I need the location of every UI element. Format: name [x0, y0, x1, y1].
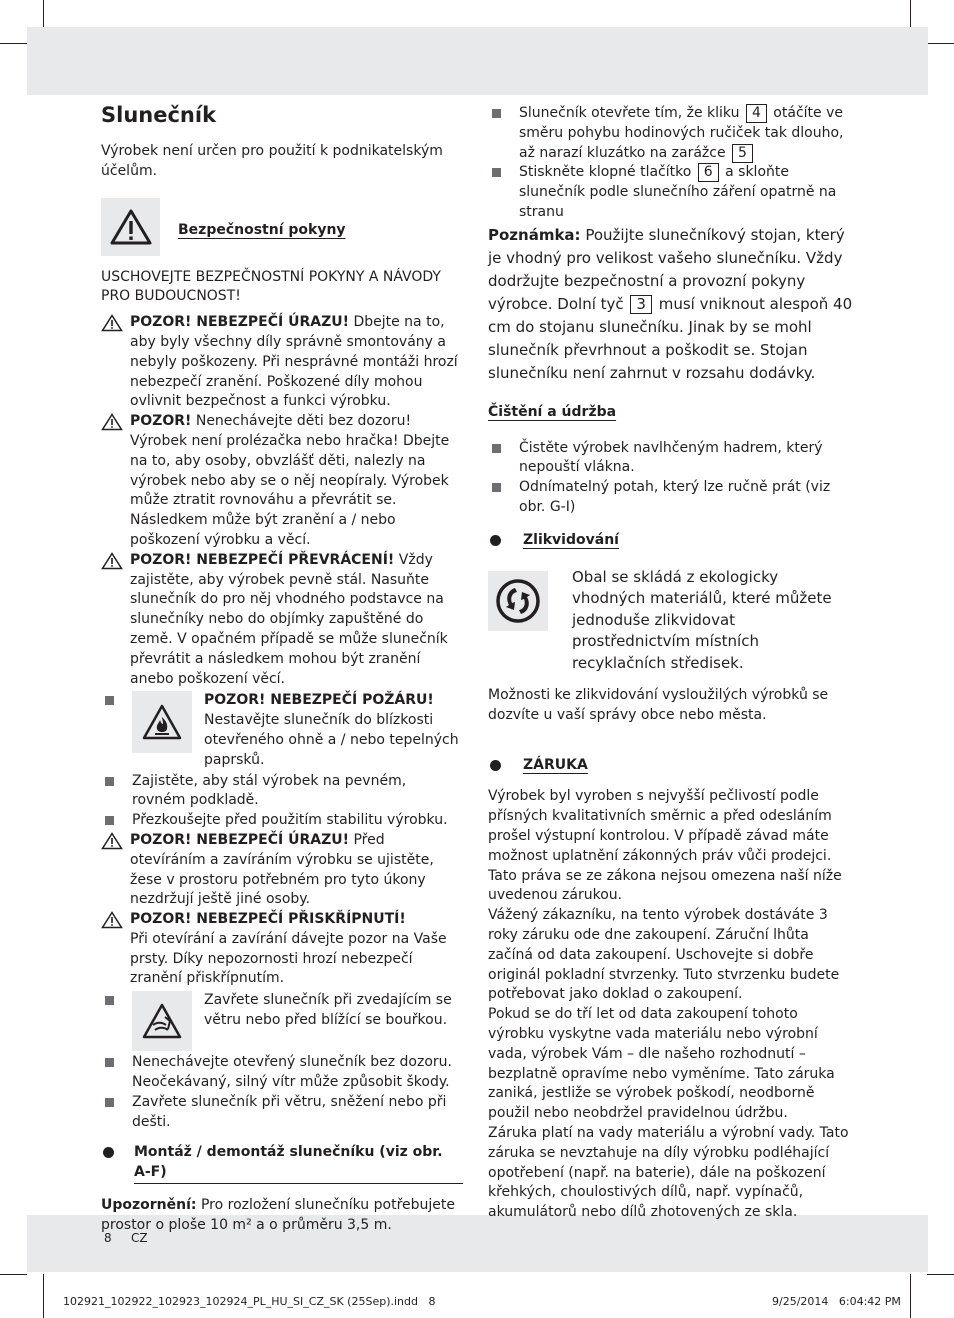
fire-warning-title: POZOR! NEBEZPEČÍ POŽÁRU!: [204, 692, 434, 709]
assembly-section-heading: [101, 1143, 463, 1184]
warning-tipping-title: POZOR! NEBEZPEČÍ PŘEVRÁCENÍ!: [130, 551, 395, 568]
unattended-text: Nenechávejte otevřený slunečník bez dozoru. Neočekávaný, silný vítr může způsobit škody.: [132, 1054, 452, 1091]
safety-header: Bezpečnostní pokyny: [178, 221, 346, 238]
print-date: 9/25/2014 6:04:42 PM: [772, 1295, 901, 1308]
page-number: 8: [104, 1231, 112, 1245]
warning-triangle-icon: [101, 413, 123, 431]
keep-instructions: USCHOVEJTE BEZPEČNOSTNÍ POKYNY A NÁVODY PRO BUDOUCNOST!: [101, 268, 441, 305]
crop-mark: [910, 1274, 911, 1318]
warning-children-title: POZOR!: [130, 413, 192, 430]
disposal-header: Zlikvidování: [523, 531, 619, 548]
warning-pinching: [101, 910, 463, 989]
part-number: 3: [630, 295, 652, 314]
part-number: 5: [732, 144, 753, 163]
part-number: 6: [698, 163, 719, 182]
list-item: [488, 478, 854, 518]
list-item: [488, 104, 854, 163]
warning-injury: [101, 313, 463, 412]
language-code: CZ: [131, 1231, 148, 1245]
tilt-instruction: [519, 163, 854, 222]
note-paragraph: [101, 1196, 463, 1236]
warning-injury-2-text: Před otevíráním a zavíráním výrobku se ujistěte, žese v prostoru potřebném pro tyto úkony nezdržují ještě jiné osoby.: [130, 831, 434, 908]
warning-triangle-icon: [101, 832, 123, 850]
file-info: 102921_102922_102923_102924_PL_HU_SI_CZ_SK (25Sep).indd 8: [63, 1295, 436, 1308]
bullet-dot: [103, 1147, 114, 1158]
part-number: 4: [746, 104, 767, 123]
tilt-text-a: Stiskněte klopné tlačítko: [519, 164, 696, 181]
page-title: Slunečník: [101, 103, 217, 127]
green-dot-recycle-icon: [488, 571, 548, 631]
remark-text-b: musí vniknout alespoň 40 cm do stojanu slunečníku. Jinak by se mohl slunečník převrhnout a poškodit se. Stojan slunečníku není zahrnut v rozsahu dodávky.: [488, 294, 853, 382]
list-item: [101, 1093, 463, 1133]
list-item: [488, 439, 854, 479]
warning-triangle-icon: [101, 552, 123, 570]
bullet-square: [105, 1058, 114, 1067]
disposal-text: Obal se skládá z ekologicky vhodných materiálů, které můžete jednoduše zlikvidovat prostřednictvím místních recyklačních středisek.: [572, 567, 832, 672]
crop-mark: [0, 1274, 27, 1275]
safety-warning-icon: [101, 198, 160, 256]
warning-injury-2-title: POZOR! NEBEZPEČÍ ÚRAZU!: [130, 831, 349, 848]
warning-triangle-icon: [101, 314, 123, 332]
wind-warning: [101, 991, 463, 1051]
bullet-dot: [490, 535, 501, 546]
warranty-paragraph-4: Záruka platí na vady materiálu a výrobní vady. Tato záruka se nevztahuje na díly výrobku podléhající opotřebení (např. na baterie), dále na poškození křehkých, choulostivých dílů, např. vypínačů, akumulátorů nebo dílů zhotovených ze skla.: [488, 1125, 849, 1221]
stable-ground-text: Zajistěte, aby stál výrobek na pevném, rovném podkladě.: [132, 772, 407, 809]
crop-mark: [927, 1274, 954, 1275]
wind-warning-icon: [132, 991, 192, 1051]
wind-warning-text: Zavřete slunečník při zvedajícím se větru nebo před blížící se bouřkou.: [204, 992, 452, 1029]
right-column: [488, 104, 854, 1223]
bullet-square: [105, 816, 114, 825]
warning-children-text: Nenechávejte děti bez dozoru! Výrobek není prolézačka nebo hračka! Dbejte na to, aby osoby, obvzlášť děti, nalezly na výrobek nebo aby se o něj neopíraly. Výrobek může ztratit rovnováhu a převrátit se. Následkem může být zranění a / nebo poškození výrobku a věcí.: [130, 413, 450, 548]
warning-injury-2: [101, 831, 463, 910]
warning-injury-text: Dbejte na to, aby byly všechny díly správně smontovány a nebyly poškozeny. Při nesprávné montáži hrozí nebezpečí zranění. Poškozené díly mohou ovlivnit bezpečnost a funkci výrobku.: [130, 314, 458, 410]
warranty-paragraph-2: Vážený zákazníku, na tento výrobek dostáváte 3 roky záruku ode dne zakoupení. Záruční lhůta začíná od data zakoupení. Uschovejte si dobře originál pokladní stvrzenky. Tuto stvrzenku budete potřebovat jako doklad o zakoupení.: [488, 907, 840, 1003]
bullet-dot: [490, 760, 501, 771]
note-text: Pro rozložení slunečníku potřebujete prostor o ploše 10 m² a o průměru 3,5 m.: [101, 1197, 455, 1233]
left-column: [101, 100, 463, 1236]
close-weather-text: Zavřete slunečník při větru, sněžení nebo při dešti.: [132, 1093, 447, 1130]
bullet-square: [492, 109, 501, 118]
header-band: [27, 27, 928, 95]
list-item: [101, 772, 463, 812]
crop-mark: [927, 43, 954, 44]
warranty-paragraph-3: Pokud se do tří let od data zakoupení tohoto výrobku vyskytne vada materiálu nebo výrobní vada, výrobek Vám – dle našeho rozhodnutí – bezplatně opravíme nebo vyměníme. Tato záruka zaniká, jestliže se výrobek poškodí, neodborně použil nebo neobdržel pravidelnou údržbu.: [488, 1006, 835, 1122]
warranty-header: ZÁRUKA: [523, 756, 588, 773]
warning-pinching-title: POZOR! NEBEZPEČÍ PŘISKŘÍPNUTÍ!: [130, 911, 406, 928]
warning-tipping-text: Vždy zajistěte, aby výrobek pevně stál. Nasuňte slunečník do pro něj vhodného podstavce na slunečníky nebo do objímky zapuštěné do země. V opačném případě se může slunečník převrátit a následkem mohou být zranění anebo poškození věcí.: [130, 551, 448, 687]
fire-warning: [101, 691, 463, 770]
remark-paragraph: [488, 224, 854, 385]
fire-warning-text: Nestavějte slunečník do blízkosti otevřeného ohně a / nebo tepelných paprsků.: [204, 712, 459, 768]
list-item: [101, 1053, 463, 1093]
remark-text-a: Použijte slunečníkový stojan, který je vhodný pro velikost vašeho slunečníku. Vždy dodržujte bezpečnostní a provozní pokyny výrobce. Dolní tyč: [488, 225, 845, 313]
open-text-b: otáčíte ve směru pohybu hodinových ručiček tak dlouho, až narazí kluzátko na zarážce: [519, 105, 844, 161]
warning-pinching-text: Při otevírání a zavírání dávejte pozor na Vaše prsty. Díky nepozornosti hrozí nebezpečí zranění přiskřípnutím.: [130, 930, 447, 987]
cleaning-header: Čištění a údržba: [488, 403, 617, 420]
check-stability-text: Přezkoušejte před použitím stabilitu výrobku.: [132, 812, 448, 829]
warranty-section-heading: [488, 756, 854, 776]
warning-children: [101, 412, 463, 551]
clean-text-2: Odnímatelný potah, který lze ručně prát (viz obr. G-I): [519, 479, 831, 515]
list-item: [488, 163, 854, 222]
remark-label: Poznámka:: [488, 225, 581, 244]
intro-text: Výrobek není určen pro použití k podnikatelským účelům.: [101, 143, 443, 179]
warranty-body: [488, 787, 854, 1223]
tilt-text-b: a skloňte slunečník podle slunečního záření opatrně na stranu: [519, 164, 837, 220]
disposal-section-heading: [488, 531, 854, 551]
bullet-square: [105, 777, 114, 786]
clean-text-1: Čistěte výrobek navlhčeným hadrem, který nepouští vlákna.: [519, 439, 823, 476]
warranty-paragraph-1: Výrobek byl vyroben s nejvyšší pečlivostí podle přísných kvalitativních směrnic a před odesláním prošel výstupní kontrolou. V případě závad máte možnost uplatnění zákonných práv vůči prodejci. Tato práva se ze zákona nejsou omezena naší níže uvedenou zárukou.: [488, 788, 842, 904]
open-text-a: Slunečník otevřete tím, že kliku: [519, 105, 744, 121]
warning-injury-title: POZOR! NEBEZPEČÍ ÚRAZU!: [130, 314, 349, 331]
list-item: [101, 811, 463, 831]
disposal-block: [488, 567, 854, 675]
disposal-more: Možnosti ke zlikvidování vysloužilých výrobků se dozvíte u vaší správy obce nebo města.: [488, 687, 829, 723]
warning-triangle-icon: [101, 911, 123, 929]
bullet-square: [492, 168, 501, 177]
crop-mark: [0, 43, 27, 44]
bullet-square: [105, 1098, 114, 1107]
bullet-square: [492, 483, 501, 492]
note-label: Upozornění:: [101, 1197, 197, 1214]
open-instruction: [519, 104, 854, 163]
bullet-square: [105, 996, 114, 1005]
bullet-square: [492, 444, 501, 453]
safety-section: [101, 198, 463, 256]
bullet-square: [105, 696, 114, 705]
fire-warning-icon: [132, 691, 192, 753]
warning-tipping: [101, 551, 463, 690]
assembly-header: Montáž / demontáž slunečníku (viz obr. A-F): [134, 1143, 463, 1184]
crop-mark: [43, 1274, 44, 1318]
